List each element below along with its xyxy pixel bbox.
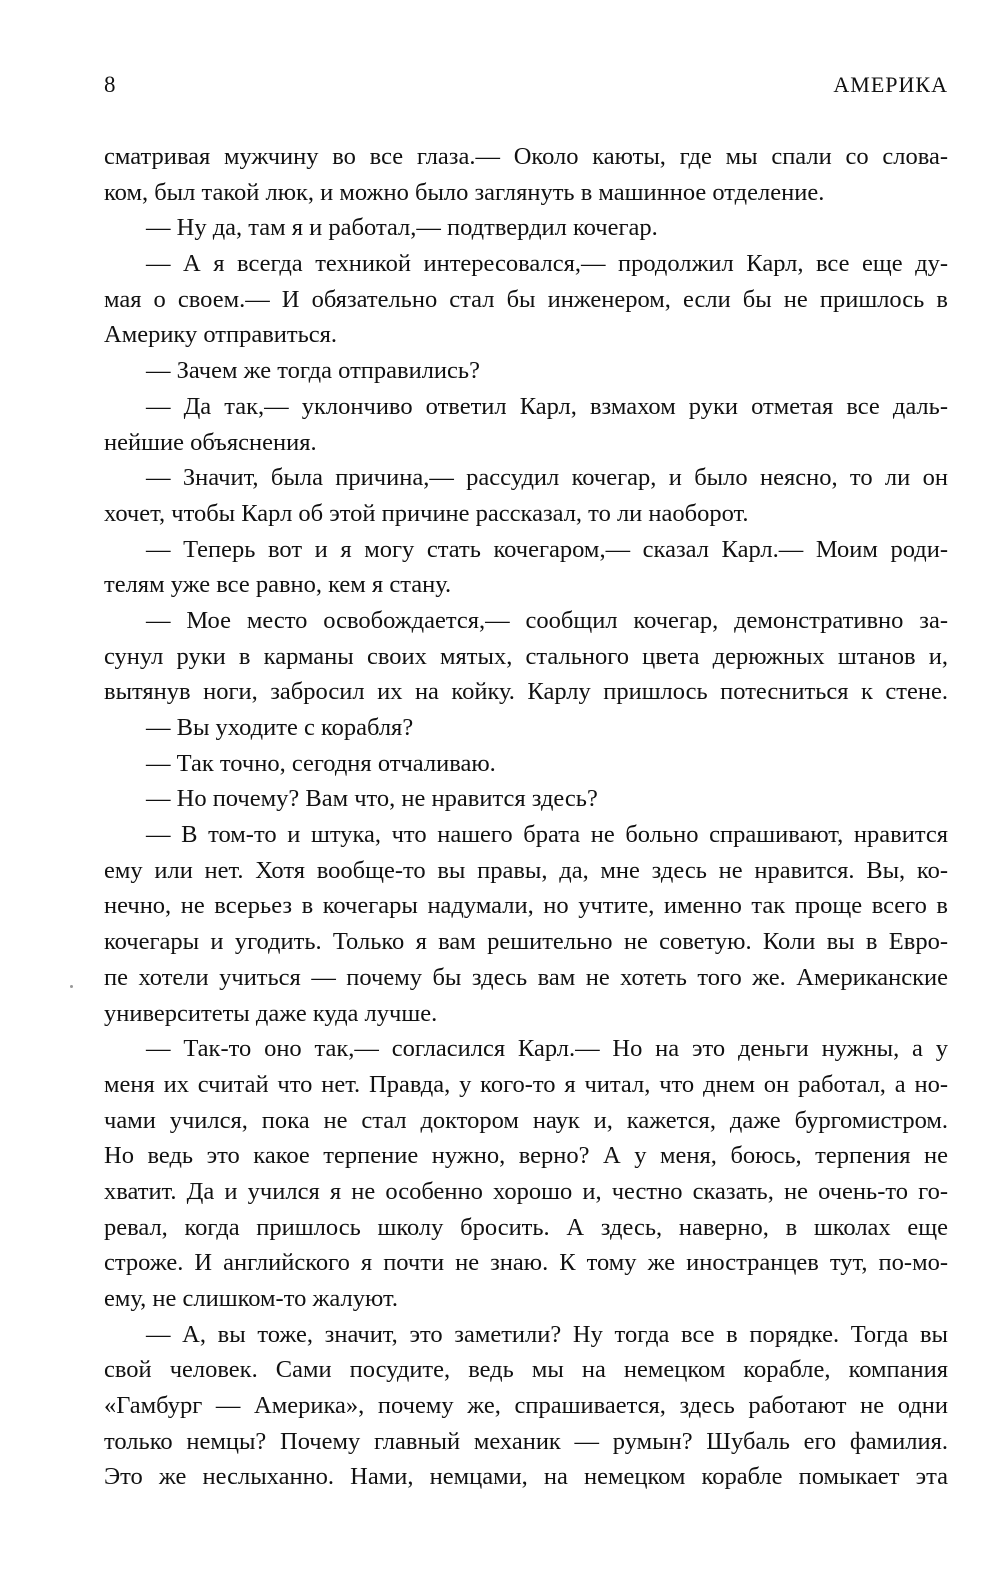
page-number: 8 <box>104 72 116 97</box>
text-line: кочегары и угодить. Только я вам решительно не советую. Коли вы в Евро- <box>104 928 948 956</box>
text-line: — Вы уходите с корабля? <box>146 714 414 741</box>
scan-speck <box>70 985 73 988</box>
text-line: ему, не слишком-то жалуют. <box>104 1285 398 1312</box>
text-line: сунул руки в карманы своих мятых, стального цвета дерюжных штанов и, <box>104 642 948 670</box>
text-line: — Значит, была причина,— рассудил кочегар, и было неясно, то ли он <box>146 464 948 492</box>
text-line: Но ведь это какое терпение нужно, верно? А у меня, боюсь, терпения не <box>104 1142 948 1170</box>
text-line: телям уже все равно, кем я стану. <box>104 571 452 599</box>
running-title: АМЕРИКА <box>833 72 948 97</box>
text-line: «Гамбург — Америка», почему же, спрашивается, здесь работают не одни <box>104 1392 948 1420</box>
text-line: вытянув ноги, забросил их на койку. Карлу пришлось потесниться к стене. <box>104 678 948 706</box>
text-line: Америку отправиться. <box>104 321 338 349</box>
text-line: — Теперь вот и я могу стать кочегаром,— сказал Карл.— Моим роди- <box>146 535 948 563</box>
text-line: ком, был такой люк, и можно было заглянуть в машинное отделение. <box>104 178 825 206</box>
text-line: Это же неслыханно. Нами, немцами, на немецком корабле помыкает эта <box>104 1463 948 1491</box>
body-text <box>104 139 948 1495</box>
text-line: — Так точно, сегодня отчаливаю. <box>146 749 496 777</box>
text-line: ревал, когда пришлось школу бросить. А здесь, наверно, в школах еще <box>104 1213 948 1241</box>
text-line: только немцы? Почему главный механик — румын? Шубаль его фамилия. <box>104 1427 948 1455</box>
text-line: — В том-то и штука, что нашего брата не больно спрашивают, нравится <box>146 821 948 849</box>
text-line: чами учился, пока не стал доктором наук и, кажется, даже бургомистром. <box>104 1106 948 1134</box>
text-line: — А я всегда техникой интересовался,— продолжил Карл, все еще ду- <box>146 250 948 278</box>
text-line: — Ну да, там я и работал,— подтвердил кочегар. <box>146 214 658 242</box>
text-line: хватит. Да и учился я не особенно хорошо и, честно сказать, не очень-то го- <box>104 1177 948 1205</box>
text-line: хочет, чтобы Карл об этой причине рассказал, то ли наоборот. <box>104 499 749 527</box>
text-line: сматривая мужчину во все глаза.— Около каюты, где мы спали со слова- <box>104 143 948 170</box>
text-line: — А, вы тоже, значит, это заметили? Ну тогда все в порядке. Тогда вы <box>146 1320 948 1348</box>
text-line: меня их считай что нет. Правда, у кого-то я читал, что днем он работал, а но- <box>104 1070 948 1098</box>
text-line: — Да так,— уклончиво ответил Карл, взмахом руки отметая все даль- <box>146 392 948 420</box>
text-line: — Но почему? Вам что, не нравится здесь? <box>146 785 598 813</box>
text-line: мая о своем.— И обязательно стал бы инженером, если бы не пришлось в <box>104 285 948 313</box>
text-line: пе хотели учиться — почему бы здесь вам не хотеть того же. Американские <box>104 963 948 991</box>
text-line: — Зачем же тогда отправились? <box>146 357 480 385</box>
text-line: университеты даже куда лучше. <box>104 999 438 1027</box>
text-line: строже. И английского я почти не знаю. К тому же иностранцев тут, по-мо- <box>104 1249 948 1277</box>
text-line: свой человек. Сами посудите, ведь мы на немецком корабле, компания <box>104 1356 948 1384</box>
text-line: нечно, не всерьез в кочегары надумали, но учтите, именно так проще всего в <box>104 892 948 920</box>
text-line: ему или нет. Хотя вообще-то вы правы, да, мне здесь не нравится. Вы, ко- <box>104 856 948 884</box>
page-header <box>104 72 948 108</box>
text-line: — Мое место освобождается,— сообщил кочегар, демонстративно за- <box>146 606 948 634</box>
text-line: — Так-то оно так,— согласился Карл.— Но на это деньги нужны, а у <box>146 1035 948 1063</box>
text-line: нейшие объяснения. <box>104 428 317 456</box>
